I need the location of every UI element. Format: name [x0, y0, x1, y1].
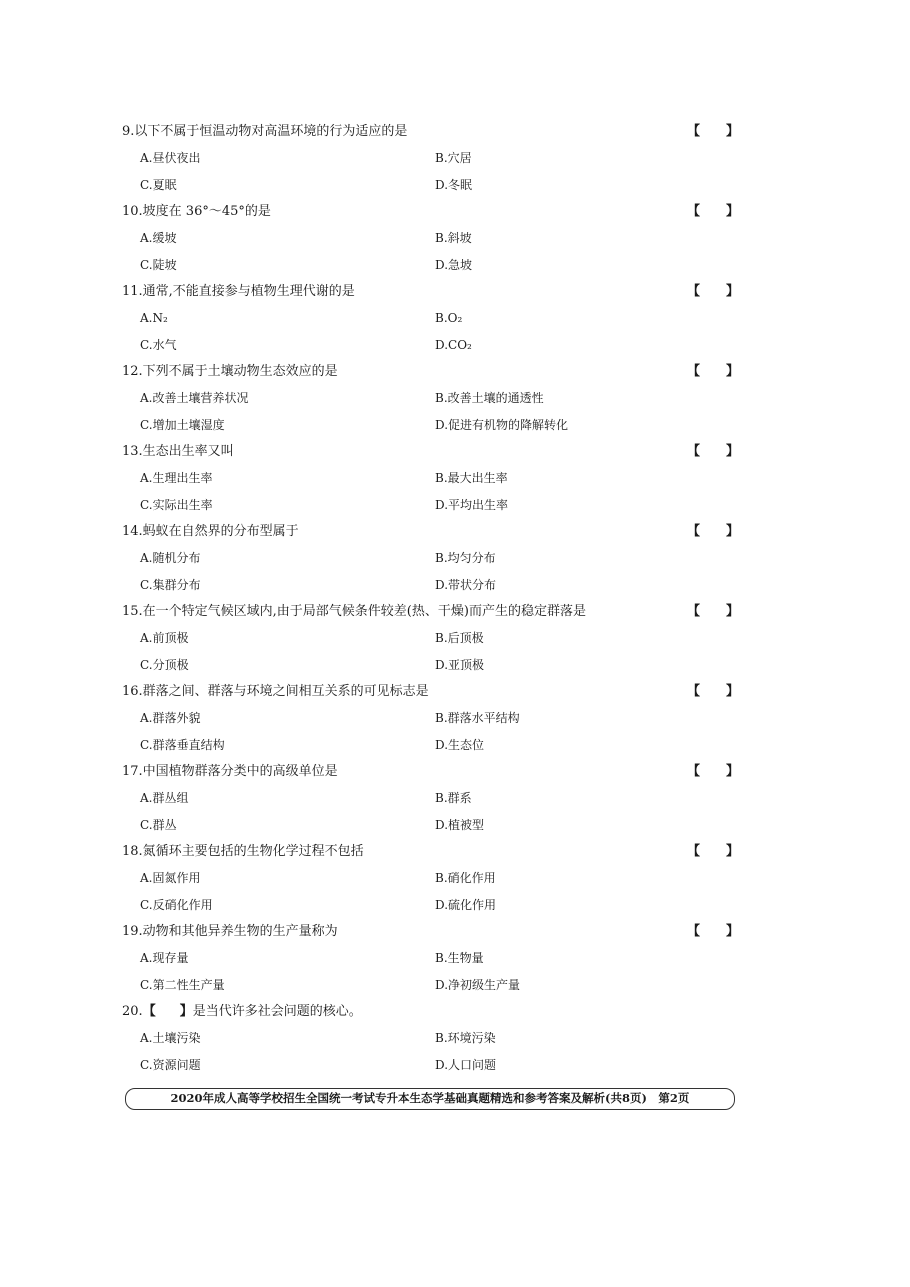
bracket-open: 【 [687, 844, 701, 859]
option-row [122, 705, 742, 732]
option-row [122, 732, 742, 759]
bracket-close: 】 [726, 444, 740, 459]
option-row [122, 145, 742, 172]
question-text: 9.以下不属于恒温动物对高温环境的行为适应的是 [122, 124, 408, 139]
option-b[interactable]: B.后顶极 [435, 631, 484, 645]
option-b[interactable]: B.均匀分布 [435, 551, 496, 565]
option-c[interactable]: C.资源问题 [140, 1057, 201, 1072]
bracket-open: 【 [687, 204, 701, 219]
option-row [122, 305, 742, 332]
question-text: 19.动物和其他异养生物的生产量称为 [122, 924, 338, 939]
option-d[interactable]: D.急坡 [435, 257, 473, 272]
question-item [122, 758, 742, 838]
answer-bracket[interactable] [687, 278, 739, 305]
question-item [122, 438, 742, 518]
question-text: 15.在一个特定气候区域内,由于局部气候条件较差(热、干燥)而产生的稳定群落是 [122, 604, 586, 619]
option-a[interactable]: A.固氮作用 [140, 871, 201, 885]
option-d[interactable]: D.平均出生率 [435, 497, 509, 512]
bracket-close: 】 [726, 204, 740, 219]
option-a[interactable]: A.群丛组 [140, 791, 189, 805]
question-stem [122, 838, 742, 865]
option-d[interactable]: D.硫化作用 [435, 897, 497, 912]
option-a[interactable]: A.群落外貌 [140, 711, 201, 725]
option-a[interactable]: A.土壤污染 [140, 1031, 201, 1045]
bracket-close: 】 [726, 924, 740, 939]
option-b[interactable]: B.群落水平结构 [435, 711, 520, 725]
option-a[interactable]: A.缓坡 [140, 231, 177, 245]
option-b[interactable]: B.最大出生率 [435, 471, 508, 485]
option-b[interactable]: B.群系 [435, 791, 472, 805]
option-c[interactable]: C.水气 [140, 337, 177, 352]
bracket-open: 【 [687, 684, 701, 699]
option-row [122, 412, 742, 439]
answer-bracket[interactable] [687, 358, 739, 385]
option-b[interactable]: B.穴居 [435, 151, 472, 165]
answer-bracket[interactable] [687, 118, 739, 145]
option-row [122, 252, 742, 279]
bracket-close: 】 [726, 364, 740, 379]
option-d[interactable]: D.净初级生产量 [435, 977, 521, 992]
option-d[interactable]: D.冬眠 [435, 177, 473, 192]
option-row [122, 945, 742, 972]
question-item [122, 518, 742, 598]
footer-text: 2020年成人高等学校招生全国统一考试专升本生态学基础真题精选和参考答案及解析(共8页) 第2页 [170, 1091, 690, 1105]
option-d[interactable]: D.促进有机物的降解转化 [435, 417, 569, 432]
question-stem [122, 918, 742, 945]
bracket-open: 【 [687, 764, 701, 779]
option-b[interactable]: B.O₂ [435, 311, 463, 325]
option-a[interactable]: A.生理出生率 [140, 471, 213, 485]
question-stem [122, 998, 742, 1025]
bracket-open: 【 [687, 284, 701, 299]
option-row [122, 625, 742, 652]
option-row [122, 332, 742, 359]
bracket-close: 】 [726, 604, 740, 619]
option-b[interactable]: B.环境污染 [435, 1031, 496, 1045]
answer-bracket[interactable] [687, 518, 739, 545]
question-item [122, 118, 742, 198]
bracket-close: 】 [179, 1004, 193, 1019]
option-c[interactable]: C.集群分布 [140, 577, 201, 592]
bracket-open: 【 [687, 364, 701, 379]
question-stem [122, 518, 742, 545]
question-text: 10.坡度在 36°～45°的是 [122, 204, 271, 219]
option-b[interactable]: B.硝化作用 [435, 871, 496, 885]
question-stem [122, 358, 742, 385]
option-d[interactable]: D.植被型 [435, 817, 485, 832]
question-text: 12.下列不属于土壤动物生态效应的是 [122, 364, 338, 379]
bracket-open: 【 [687, 924, 701, 939]
question-item [122, 998, 742, 1078]
option-b[interactable]: B.斜坡 [435, 231, 472, 245]
answer-bracket[interactable] [687, 758, 739, 785]
option-d[interactable]: D.CO₂ [435, 337, 472, 352]
answer-bracket[interactable] [687, 838, 739, 865]
option-c[interactable]: C.增加土壤湿度 [140, 417, 225, 432]
question-item [122, 678, 742, 758]
option-row [122, 225, 742, 252]
option-row [122, 492, 742, 519]
option-row [122, 652, 742, 679]
question-item [122, 918, 742, 998]
question-number: 20. [122, 1004, 143, 1019]
question-item [122, 278, 742, 358]
option-c[interactable]: C.第二性生产量 [140, 977, 225, 992]
option-a[interactable]: A.前顶极 [140, 631, 189, 645]
question-item [122, 198, 742, 278]
question-item [122, 838, 742, 918]
bracket-close: 】 [726, 684, 740, 699]
option-a[interactable]: A.随机分布 [140, 551, 201, 565]
option-a[interactable]: A.N₂ [140, 311, 168, 325]
answer-bracket[interactable] [687, 438, 739, 465]
inline-answer-bracket[interactable] [143, 1004, 193, 1019]
question-text: 17.中国植物群落分类中的高级单位是 [122, 764, 338, 779]
option-c[interactable]: C.陡坡 [140, 257, 177, 272]
bracket-close: 】 [726, 844, 740, 859]
question-text: 是当代许多社会问题的核心。 [192, 1004, 362, 1019]
question-item [122, 598, 742, 678]
bracket-close: 】 [726, 124, 740, 139]
option-d[interactable]: D.带状分布 [435, 577, 497, 592]
option-row [122, 1025, 742, 1052]
question-text: 18.氮循环主要包括的生物化学过程不包括 [122, 844, 364, 859]
question-stem [122, 278, 742, 305]
question-stem [122, 758, 742, 785]
question-text: 16.群落之间、群落与环境之间相互关系的可见标志是 [122, 684, 429, 699]
option-b[interactable]: B.改善土壤的通透性 [435, 391, 544, 405]
question-text: 11.通常,不能直接参与植物生理代谢的是 [122, 284, 355, 299]
question-stem [122, 198, 742, 225]
bracket-close: 】 [726, 524, 740, 539]
option-row [122, 1052, 742, 1079]
option-row [122, 572, 742, 599]
option-d[interactable]: D.亚顶极 [435, 657, 485, 672]
option-row [122, 785, 742, 812]
answer-bracket[interactable] [687, 598, 739, 625]
bracket-open: 【 [687, 124, 701, 139]
option-a[interactable]: A.昼伏夜出 [140, 151, 201, 165]
option-c[interactable]: C.分顶极 [140, 657, 189, 672]
question-list [122, 118, 742, 1078]
bracket-open: 【 [687, 524, 701, 539]
question-stem [122, 598, 742, 625]
option-a[interactable]: A.改善土壤营养状况 [140, 391, 249, 405]
question-stem [122, 118, 742, 145]
bracket-close: 】 [726, 284, 740, 299]
answer-bracket[interactable] [687, 678, 739, 705]
option-row [122, 545, 742, 572]
option-c[interactable]: C.反硝化作用 [140, 897, 213, 912]
answer-bracket[interactable] [687, 198, 739, 225]
option-d[interactable]: D.生态位 [435, 737, 485, 752]
question-text: 13.生态出生率又叫 [122, 444, 234, 459]
option-row [122, 892, 742, 919]
bracket-open: 【 [142, 1004, 156, 1019]
question-stem [122, 438, 742, 465]
option-row [122, 172, 742, 199]
option-c[interactable]: C.群丛 [140, 817, 177, 832]
option-d[interactable]: D.人口问题 [435, 1057, 497, 1072]
option-row [122, 972, 742, 999]
option-row [122, 385, 742, 412]
question-item [122, 358, 742, 438]
question-stem [122, 678, 742, 705]
page-footer [125, 1088, 735, 1110]
option-c[interactable]: C.群落垂直结构 [140, 737, 225, 752]
option-b[interactable]: B.生物量 [435, 951, 484, 965]
option-a[interactable]: A.现存量 [140, 951, 189, 965]
option-c[interactable]: C.实际出生率 [140, 497, 213, 512]
bracket-open: 【 [687, 444, 701, 459]
option-c[interactable]: C.夏眠 [140, 177, 177, 192]
option-row [122, 812, 742, 839]
option-row [122, 865, 742, 892]
bracket-close: 】 [726, 764, 740, 779]
option-row [122, 465, 742, 492]
question-text: 14.蚂蚁在自然界的分布型属于 [122, 524, 299, 539]
bracket-open: 【 [687, 604, 701, 619]
answer-bracket[interactable] [687, 918, 739, 945]
